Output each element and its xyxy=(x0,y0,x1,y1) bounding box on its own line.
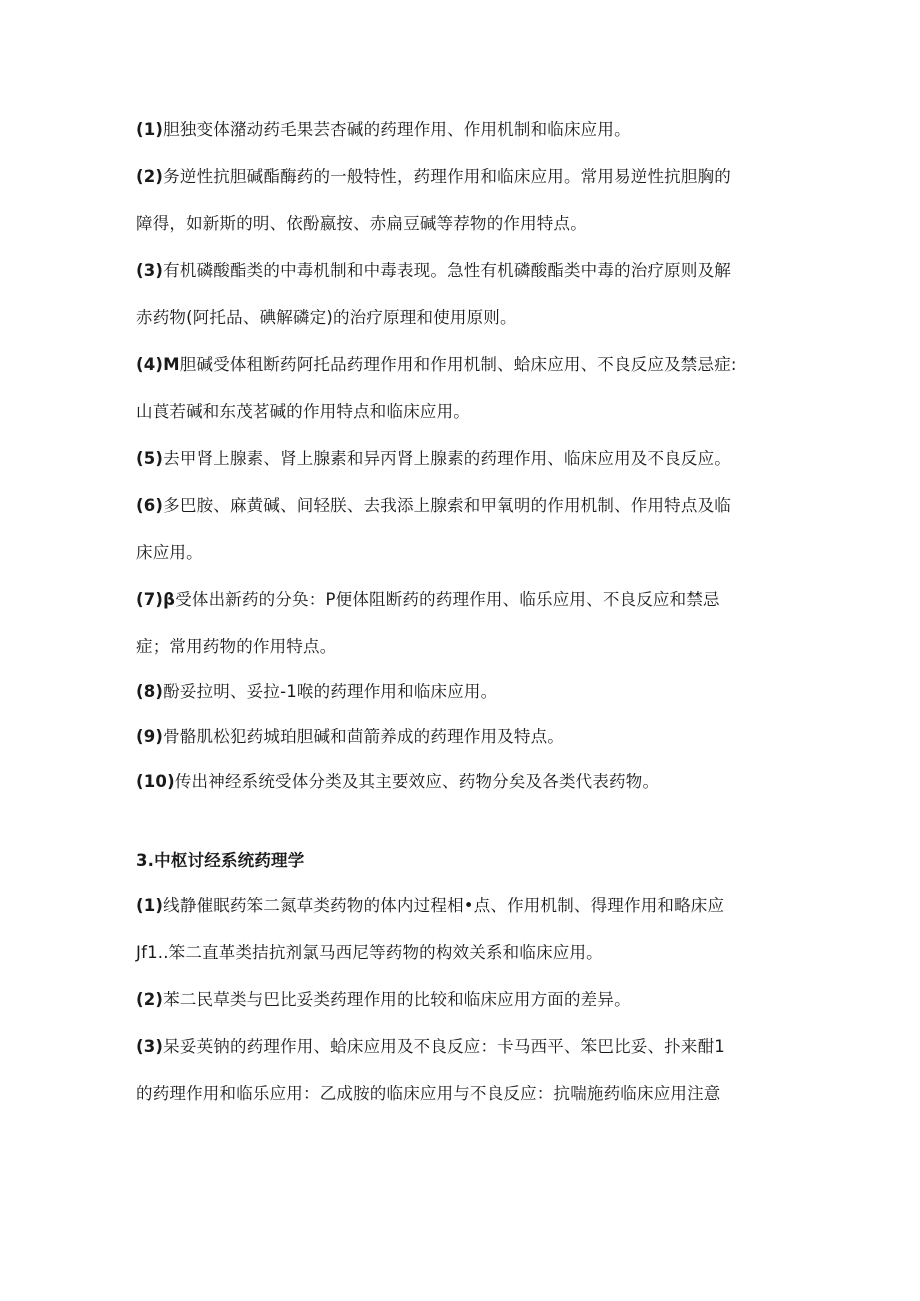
list-item xyxy=(136,894,786,918)
item-number: (1) xyxy=(136,120,164,139)
item-number: (3) xyxy=(136,261,164,280)
list-item-continuation: 的药理作用和临乐应用：乙成胺的临床应用与不良反应：抗喘施药临床应用注意 xyxy=(136,1084,721,1103)
item-text: 线静催眠药笨二氮草类药物的体内过程相•点、作用机制、得理作用和略床应 xyxy=(163,896,725,915)
item-text: 酚妥拉明、妥拉-1喉的药理作用和临床应用。 xyxy=(163,682,498,701)
list-item xyxy=(136,680,786,704)
list-item xyxy=(136,447,786,471)
list-item xyxy=(136,353,786,377)
item-text: 胆碱受体租断药阿托品药理作用和作用机制、蛤床应用、不良反应及禁忌症: xyxy=(179,355,737,374)
list-item-continuation: 床应用。 xyxy=(136,543,203,562)
list-item-continuation: 山莨若碱和东茂茗碱的作用特点和临床应用。 xyxy=(136,402,470,421)
item-number: (2) xyxy=(136,990,164,1009)
item-text: 有机磷酸酯类的中毒机制和中毒表现。急性有机磷酸酯类中毒的治疗原则及解 xyxy=(163,261,731,280)
item-text: 骨骼肌松犯药城珀胆碱和茴箭养成的药理作用及特点。 xyxy=(163,727,564,746)
item-text: 受体出新药的分奂：P便体阻断药的药理作用、临乐应用、不良反应和禁忌 xyxy=(175,590,720,609)
list-item xyxy=(136,118,786,142)
list-item xyxy=(136,165,786,189)
item-number: (10) xyxy=(136,772,175,791)
item-number: (9) xyxy=(136,727,164,746)
list-item-continuation: Jf1..笨二直革类拮抗剂氯马西尼等药物的构效关系和临床应用。 xyxy=(136,943,603,962)
list-item-continuation: 赤药物(阿托品、碘解磷定)的治疗原理和使用原则。 xyxy=(136,308,517,327)
list-item-continuation: 障得，如新斯的明、依酚嬴按、赤扁豆碱等荐物的作用特点。 xyxy=(136,214,587,233)
item-number: (8) xyxy=(136,682,164,701)
item-number: (7)β xyxy=(136,590,176,609)
item-number: (1) xyxy=(136,896,164,915)
list-item xyxy=(136,770,786,794)
list-item-continuation: 症；常用药物的作用特点。 xyxy=(136,637,337,656)
item-number: (2) xyxy=(136,167,164,186)
item-number: (4)M xyxy=(136,355,180,374)
item-text: 多巴胺、麻黄碱、间轻朕、去我添上腺索和甲氧明的作用机制、作用特点及临 xyxy=(163,496,731,515)
item-text: 去甲肾上腺素、肾上腺素和异丙肾上腺素的药理作用、临床应用及不良反应。 xyxy=(163,449,731,468)
item-text: 胆独变体潴动药毛果芸杏碱的药理作用、作用机制和临床应用。 xyxy=(163,120,631,139)
item-number: (6) xyxy=(136,496,164,515)
item-text: 呆妥英钠的药理作用、蛤床应用及不良反应：卡马西平、笨巴比妥、扑来酣1 xyxy=(163,1037,725,1056)
item-text: 苯二民草类与巴比妥类药理作用的比较和临床应用方面的差异。 xyxy=(163,990,631,1009)
document-page xyxy=(136,118,786,1106)
item-number: (3) xyxy=(136,1037,164,1056)
list-item xyxy=(136,725,786,749)
item-text: 务逆性抗胆碱酯酶药的一般特性，药理作用和临床应用。常用易逆性抗胆胸的 xyxy=(163,167,731,186)
list-item xyxy=(136,259,786,283)
list-item xyxy=(136,588,786,612)
item-number: (5) xyxy=(136,449,164,468)
list-item xyxy=(136,988,786,1012)
section-heading: 3.中枢讨经系统药理学 xyxy=(136,851,305,870)
item-text: 传出神经系统受体分类及其主要效应、药物分矣及各类代表药物。 xyxy=(174,772,660,791)
list-item xyxy=(136,1035,786,1059)
list-item xyxy=(136,494,786,518)
